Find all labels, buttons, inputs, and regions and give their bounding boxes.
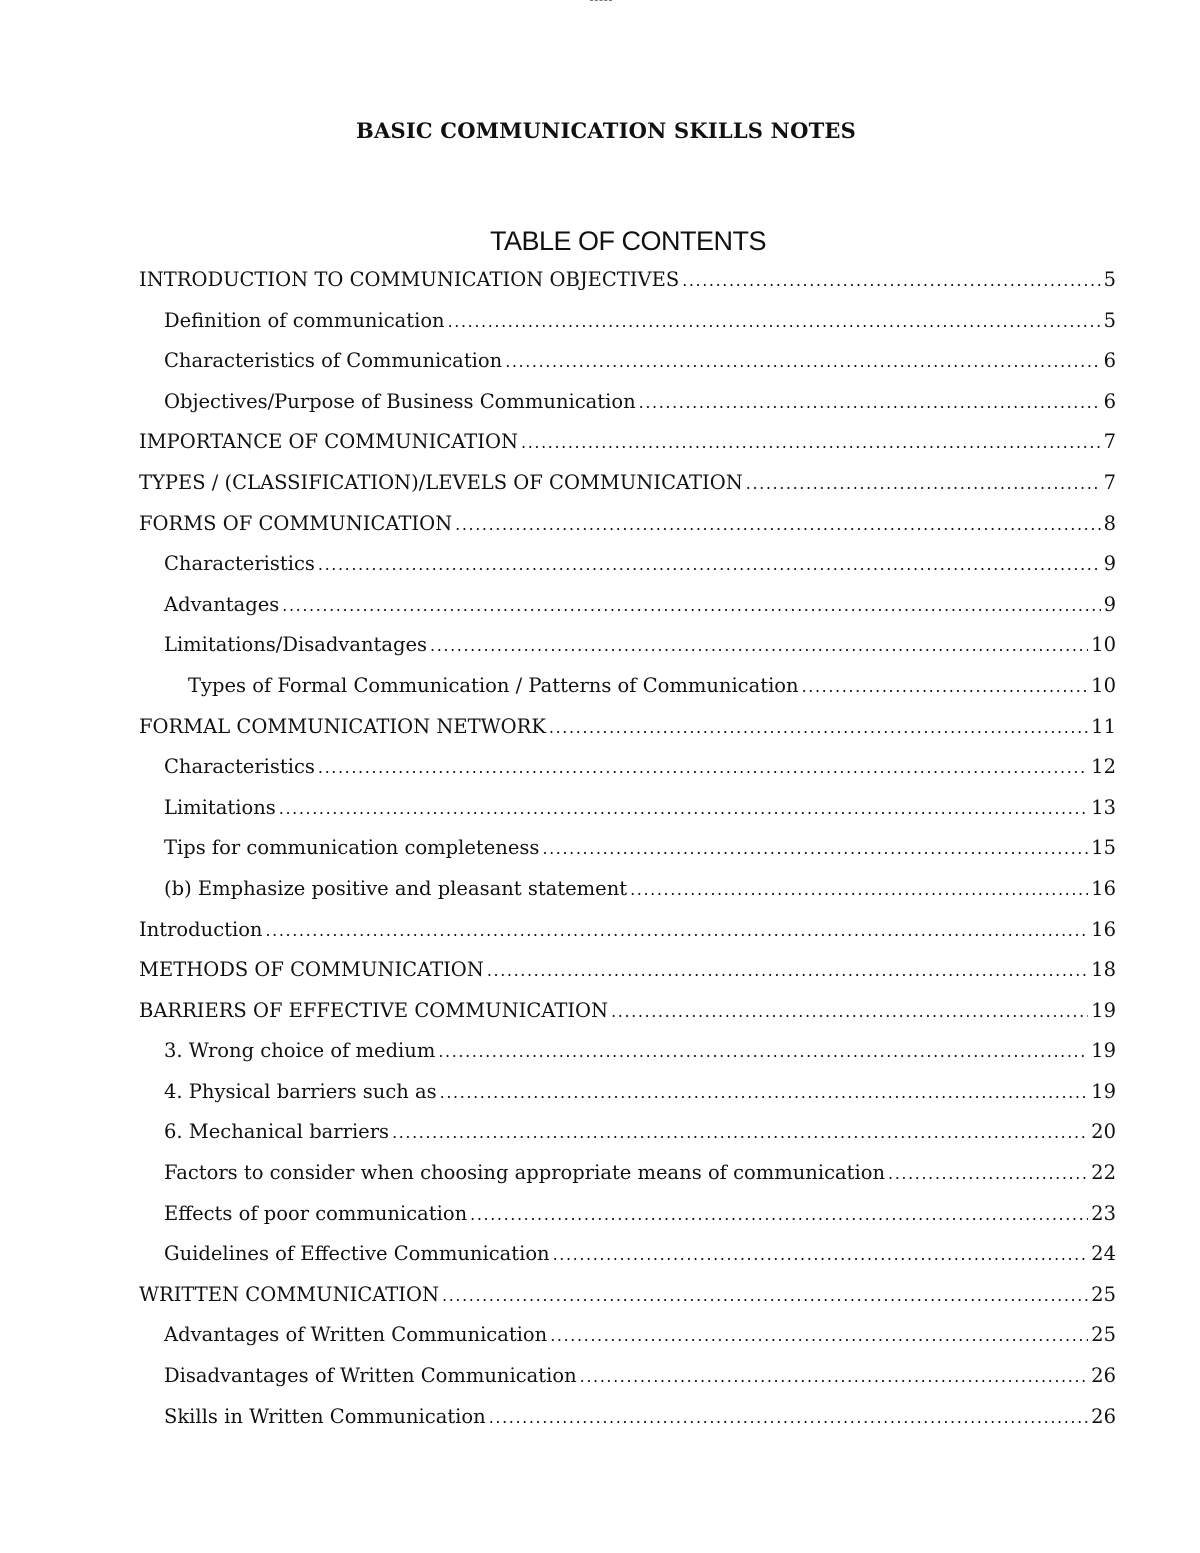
toc-entry-page-number: 26 (1091, 1404, 1116, 1428)
toc-entry[interactable] (139, 788, 1116, 829)
toc-entry-label[interactable]: IMPORTANCE OF COMMUNICATION (139, 430, 519, 454)
toc-entry-label[interactable]: Types of Formal Communication / Patterns of Communication (188, 673, 799, 697)
toc-entry-page-number: 10 (1091, 633, 1116, 657)
toc-entry[interactable] (139, 585, 1116, 626)
toc-entry-page-number: 19 (1091, 1079, 1116, 1103)
toc-dot-leader (318, 748, 1088, 789)
toc-entry-label[interactable]: Effects of poor communication (164, 1201, 468, 1225)
toc-dot-leader (505, 342, 1100, 383)
toc-entry-page-number: 16 (1091, 917, 1116, 941)
toc-entry-label[interactable]: Characteristics (164, 552, 315, 576)
toc-entry-label[interactable]: Characteristics (164, 755, 315, 779)
toc-entry-page-number: 9 (1103, 552, 1116, 576)
toc-entry-page-number: 9 (1103, 592, 1116, 616)
toc-entry-page-number: 16 (1091, 876, 1116, 900)
toc-entry[interactable] (139, 1315, 1116, 1356)
toc-entry-label[interactable]: Characteristics of Communication (164, 349, 503, 373)
toc-entry-page-number: 12 (1091, 755, 1116, 779)
toc-entry-page-number: 6 (1103, 349, 1116, 373)
toc-entry-label[interactable]: FORMAL COMMUNICATION NETWORK (139, 714, 546, 738)
toc-entry-label[interactable]: Limitations (164, 795, 276, 819)
toc-dot-leader (630, 870, 1088, 911)
toc-entry[interactable] (139, 341, 1116, 382)
toc-entry[interactable] (139, 1397, 1116, 1438)
toc-entry[interactable] (139, 747, 1116, 788)
toc-entry[interactable] (139, 950, 1116, 991)
toc-dot-leader (448, 302, 1101, 343)
toc-entry-page-number: 20 (1091, 1120, 1116, 1144)
toc-entry-label[interactable]: WRITTEN COMMUNICATION (139, 1282, 440, 1306)
toc-entry-page-number: 18 (1091, 958, 1116, 982)
toc-dot-leader (279, 789, 1088, 830)
header-mark (590, 0, 612, 4)
toc-entry[interactable] (139, 1194, 1116, 1235)
toc-entry[interactable] (139, 666, 1116, 707)
toc-dot-leader (430, 626, 1088, 667)
toc-dot-leader (888, 1154, 1088, 1195)
toc-entry-label[interactable]: Factors to consider when choosing appropriate means of communication (164, 1161, 886, 1185)
toc-entry[interactable] (139, 991, 1116, 1032)
toc-entry-label[interactable]: Skills in Written Communication (164, 1404, 486, 1428)
toc-entry-page-number: 15 (1091, 836, 1116, 860)
toc-dot-leader (549, 708, 1088, 749)
toc-entry-page-number: 25 (1091, 1282, 1116, 1306)
toc-entry-label[interactable]: METHODS OF COMMUNICATION (139, 958, 484, 982)
toc-dot-leader (455, 505, 1100, 546)
toc-entry-page-number: 19 (1091, 998, 1116, 1022)
toc-entry-page-number: 22 (1091, 1161, 1116, 1185)
toc-entry[interactable] (139, 1031, 1116, 1072)
toc-entry-label[interactable]: 4. Physical barriers such as (164, 1079, 437, 1103)
toc-entry[interactable] (139, 504, 1116, 545)
toc-entry-page-number: 6 (1103, 389, 1116, 413)
toc-entry[interactable] (139, 1072, 1116, 1113)
toc-entry-page-number: 5 (1103, 268, 1116, 291)
toc-dot-leader (487, 951, 1088, 992)
toc-entry-page-number: 26 (1091, 1364, 1116, 1388)
toc-entry-label[interactable]: Definition of communication (164, 308, 445, 332)
toc-entry-label[interactable]: 6. Mechanical barriers (164, 1120, 390, 1144)
toc-dot-leader (746, 464, 1101, 505)
toc-entry[interactable] (139, 1112, 1116, 1153)
toc-dot-leader (282, 586, 1100, 627)
toc-entry[interactable] (139, 1275, 1116, 1316)
toc-dot-leader (611, 992, 1088, 1033)
toc-entry[interactable] (139, 1356, 1116, 1397)
toc-dot-leader (802, 667, 1089, 708)
toc-entry-label[interactable]: Tips for communication completeness (164, 836, 540, 860)
toc-entry-page-number: 19 (1091, 1039, 1116, 1063)
toc-dot-leader (318, 545, 1101, 586)
toc-dot-leader (639, 383, 1101, 424)
toc-dot-leader (392, 1113, 1088, 1154)
toc-entry-label[interactable]: 3. Wrong choice of medium (164, 1039, 436, 1063)
document-title: BASIC COMMUNICATION SKILLS NOTES (356, 118, 856, 143)
toc-entry-label[interactable]: Limitations/Disadvantages (164, 633, 428, 657)
toc-entry[interactable] (139, 301, 1116, 342)
toc-dot-leader (438, 1032, 1088, 1073)
toc-dot-leader (682, 261, 1100, 302)
toc-heading: TABLE OF CONTENTS (489, 226, 767, 256)
toc-entry[interactable] (139, 463, 1116, 504)
toc-entry[interactable] (139, 707, 1116, 748)
toc-entry-page-number: 8 (1103, 511, 1116, 535)
toc-entry[interactable] (139, 544, 1116, 585)
toc-entry[interactable] (139, 382, 1116, 423)
toc-entry-label[interactable]: TYPES / (CLASSIFICATION)/LEVELS OF COMMUNICATION (139, 470, 743, 494)
toc-dot-leader (442, 1276, 1088, 1317)
toc-entry-label[interactable]: BARRIERS OF EFFECTIVE COMMUNICATION (139, 998, 609, 1022)
toc-entry[interactable] (139, 910, 1116, 951)
toc-dot-leader (470, 1195, 1088, 1236)
toc-entry-label[interactable]: FORMS OF COMMUNICATION (139, 511, 453, 535)
toc-dot-leader (580, 1357, 1089, 1398)
toc-entry-page-number: 23 (1091, 1201, 1116, 1225)
toc-entry[interactable] (139, 828, 1116, 869)
toc-entry[interactable] (139, 1153, 1116, 1194)
toc-entry-label[interactable]: Guidelines of Effective Communication (164, 1242, 550, 1266)
toc-entry-page-number: 5 (1103, 308, 1116, 332)
toc-dot-leader (521, 423, 1101, 464)
toc-dot-leader (542, 829, 1088, 870)
toc-entry[interactable] (139, 1234, 1116, 1275)
toc-entry-page-number: 11 (1091, 714, 1116, 738)
toc-dot-leader (553, 1235, 1089, 1276)
toc-entry-label[interactable]: Disadvantages of Written Communication (164, 1364, 577, 1388)
toc-entry-label[interactable]: (b) Emphasize positive and pleasant statement (164, 876, 628, 900)
toc-entry-label[interactable]: Advantages of Written Communication (164, 1323, 548, 1347)
toc-entry-page-number: 24 (1091, 1242, 1116, 1266)
toc-entry-page-number: 10 (1091, 673, 1116, 697)
toc-entry[interactable] (139, 625, 1116, 666)
toc-entry-label[interactable]: Advantages (164, 592, 280, 616)
toc-entry-label[interactable]: Objectives/Purpose of Business Communication (164, 389, 636, 413)
toc-dot-leader (266, 911, 1089, 952)
toc-dot-leader (489, 1398, 1088, 1439)
toc-entry[interactable] (139, 422, 1116, 463)
toc-entry-page-number: 13 (1091, 795, 1116, 819)
toc-entry-label[interactable]: INTRODUCTION TO COMMUNICATION OBJECTIVES (139, 268, 680, 291)
toc-entry-page-number: 7 (1103, 470, 1116, 494)
table-of-contents (139, 260, 1116, 1437)
toc-entry[interactable] (139, 260, 1116, 301)
toc-entry-label[interactable]: Introduction (139, 917, 263, 941)
toc-entry[interactable] (139, 869, 1116, 910)
toc-entry-page-number: 25 (1091, 1323, 1116, 1347)
toc-entry-page-number: 7 (1103, 430, 1116, 454)
toc-dot-leader (550, 1316, 1088, 1357)
toc-dot-leader (440, 1073, 1089, 1114)
